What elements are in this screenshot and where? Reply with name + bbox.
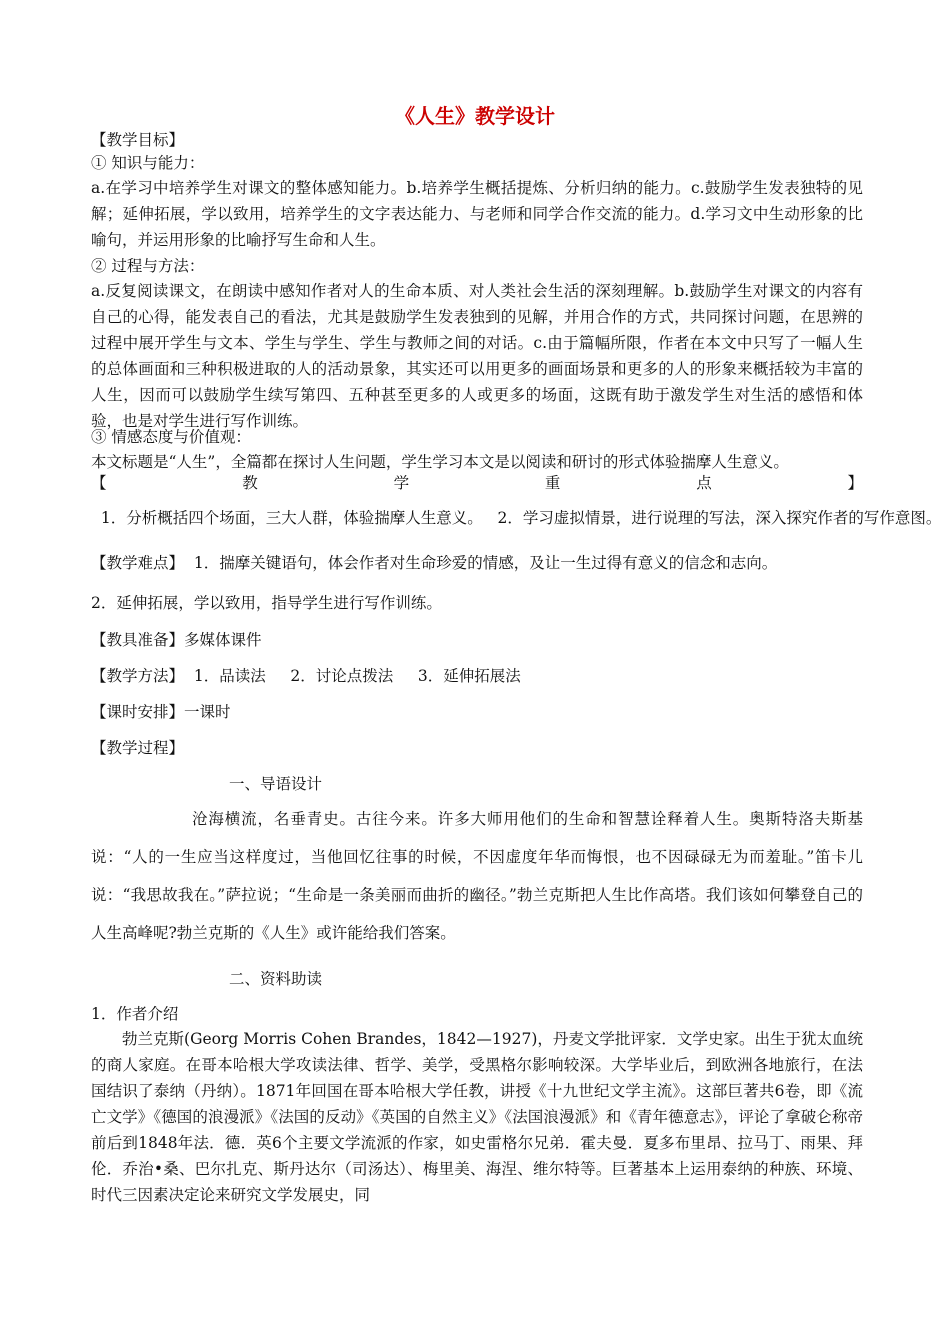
schedule-line — [91, 699, 863, 725]
methods-text: 1．品读法 2．讨论点拨法 3．延伸拓展法 — [184, 667, 521, 685]
methods-line — [91, 663, 863, 689]
tools-line — [91, 627, 863, 653]
objectives-heading: 【教学目标】 — [91, 131, 185, 149]
methods-label: 【教学方法】 — [91, 667, 185, 685]
key-points-text: 1．分析概括四个场面，三大人群，体验揣摩人生意义。 2．学习虚拟情景，进行说理的写法，深入探究作者的写作意图。 — [91, 509, 942, 527]
materials-section-heading: 二、资料助读 — [229, 970, 323, 988]
knowledge-heading: ① 知识与能力： — [91, 154, 205, 172]
author-heading: 1．作者介绍 — [91, 1005, 179, 1023]
teaching-process-heading: 【教学过程】 — [91, 739, 185, 757]
difficulties-label: 【教学难点】 — [91, 554, 185, 572]
schedule-text: 一课时 — [184, 703, 231, 721]
key-points-label: 【教学重点】 — [91, 474, 863, 492]
tools-text: 多媒体课件 — [184, 631, 262, 649]
intro-section-text: 沧海横流，名垂青史。古往今来。许多大师用他们的生命和智慧诠释着人生。奥斯特洛夫斯基说：“人的一生应当这样度过，当他回忆往事的时候，不因虚度年华而悔恨，也不因碌碌无为而羞耻。”笛卡儿说：“我思故我在。”萨拉说；“生命是一条美丽而曲折的幽径。”勃兰克斯把人生比作高塔。我们该如何攀登自己的人生高峰呢?勃兰克斯的《人生》或许能给我们答案。 — [91, 810, 863, 942]
difficulties-text-1: 1．揣摩关键语句，体会作者对生命珍爱的情感，及让一生过得有意义的信念和志向。 — [184, 554, 778, 572]
process-method-heading: ② 过程与方法： — [91, 257, 205, 275]
key-points — [91, 466, 942, 536]
schedule-label: 【课时安排】 — [91, 703, 185, 721]
knowledge-text: a.在学习中培养学生对课文的整体感知能力。b.培养学生概括提炼、分析归纳的能力。c.鼓励学生发表独特的见解；延伸拓展，学以致用，培养学生的文字表达能力、与老师和同学合作交流的能力。d.学习文中生动形象的比喻句，并运用形象的比喻抒写生命和人生。 — [91, 179, 863, 249]
process-method-text: a.反复阅读课文，在朗读中感知作者对人的生命本质、对人类社会生活的深刻理解。b.鼓励学生对课文的内容有自己的心得，能发表自己的看法，尤其是鼓励学生发表独到的见解，并用合作的方式，共同探讨问题，在思辨的过程中展开学生与文本、学生与学生、学生与教师之间的对话。c.由于篇幅所限，作者在本文中只写了一幅人生的总体画面和三种积极进取的人的活动景象，其实还可以用更多的画面场景和更多的人的形象来概括较为丰富的人生，因而可以鼓励学生续写第四、五种甚至更多的人或更多的场面，这既有助于激发学生对生活的感悟和体验，也是对学生进行写作训练。 — [91, 282, 863, 430]
tools-label: 【教具准备】 — [91, 631, 185, 649]
difficulties-line-1 — [91, 550, 863, 576]
attitude-heading: ③ 情感态度与价值观： — [91, 428, 251, 446]
attitude-text: 本文标题是“人生”，全篇都在探讨人生问题，学生学习本文是以阅读和研讨的形式体验揣摩人生意义。 — [91, 453, 789, 471]
difficulties-line-2: 2．延伸拓展，学以致用，指导学生进行写作训练。 — [91, 594, 442, 612]
document-title: 《人生》教学设计 — [395, 104, 555, 128]
intro-section-heading: 一、导语设计 — [229, 775, 323, 793]
author-text: 勃兰克斯(Georg Morris Cohen Brandes，1842—1927)，丹麦文学批评家．文学史家。出生于犹太血统的商人家庭。在哥本哈根大学攻读法律、哲学、美学，受黑格尔影响较深。大学毕业后，到欧洲各地旅行，在法国结识了泰纳（丹纳）。1871年回国在哥本哈根大学任教，讲授《十九世纪文学主流》。这部巨著共6卷，即《流亡文学》《德国的浪漫派》《法国的反动》《英国的自然主义》《法国浪漫派》和《青年德意志》，评论了拿破仑称帝前后到1848年法．德．英6个主要文学流派的作家，如史雷格尔兄弟．霍夫曼．夏多布里昂、拉马丁、雨果、拜伦．乔治•桑、巴尔扎克、斯丹达尔（司汤达）、梅里美、海涅、维尔特等。巨著基本上运用泰纳的种族、环境、时代三因素决定论来研究文学发展史，同 — [91, 1030, 863, 1204]
